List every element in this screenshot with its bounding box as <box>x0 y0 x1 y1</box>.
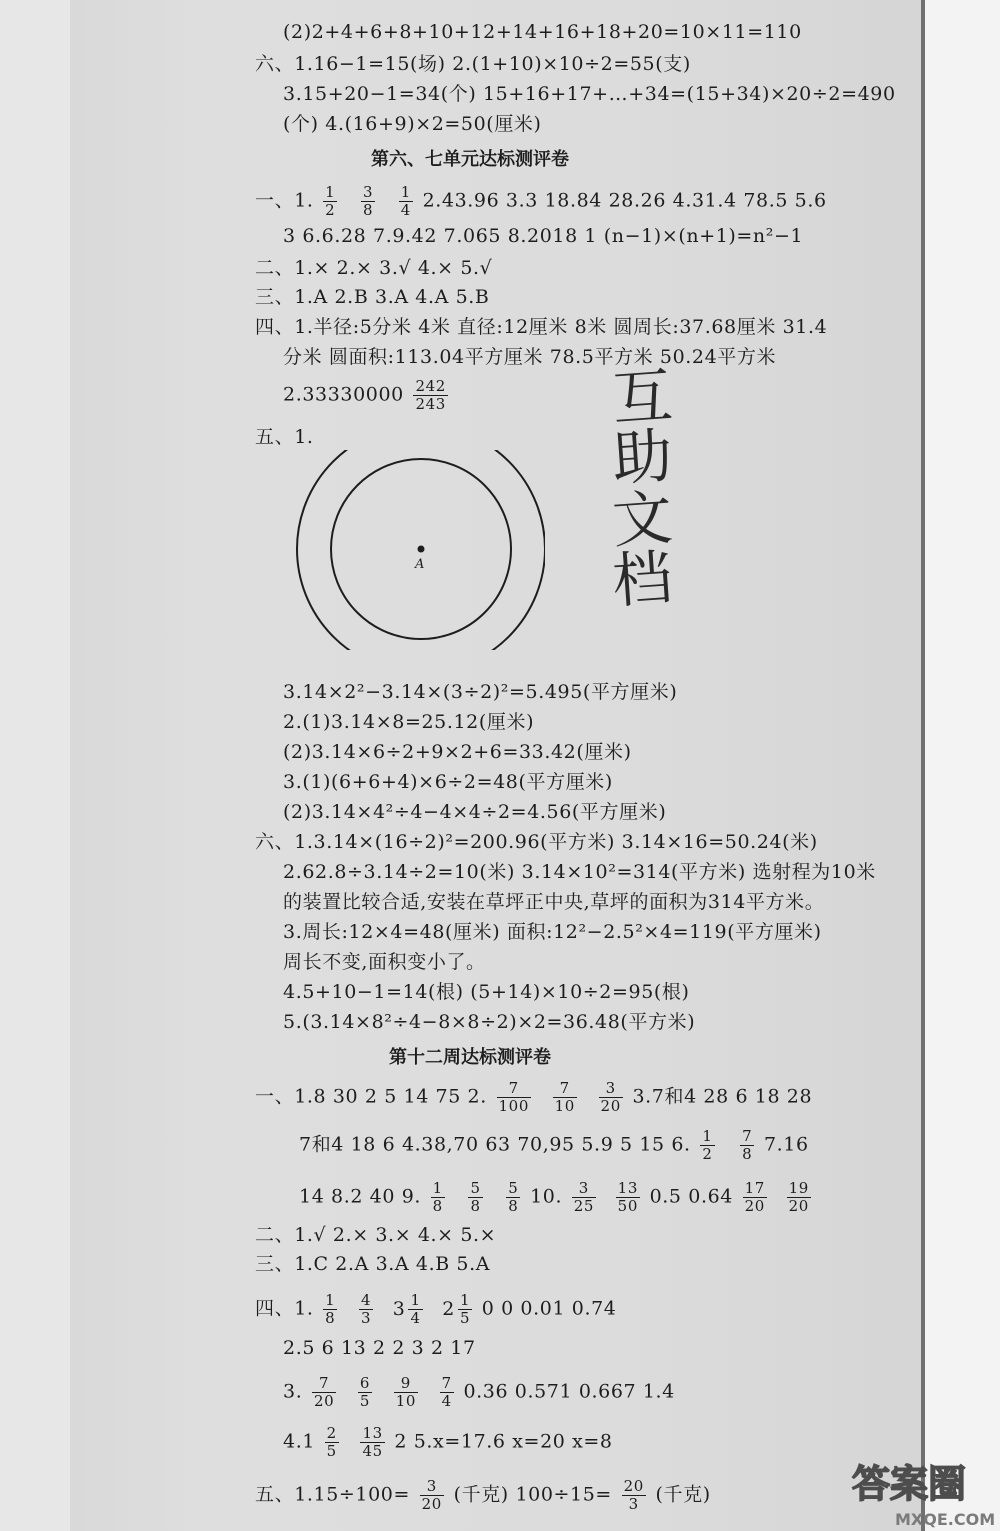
answer-line: 4.5+10−1=14(根) (5+14)×10÷2=95(根) <box>283 981 690 1003</box>
answer-line: 14 8.2 40 9. $\frac{1}{8}$ $\frac{5}{8}$ $\frac{5}{8}$ 10. $\frac{3}{25}$ $\frac{13}{50}$ 0.5 0.64 $\frac{17}{20}$ $\frac{19}{20}$ <box>299 1179 809 1215</box>
fraction: $\frac{20}{3}$ <box>623 1477 644 1513</box>
answer-line: 五、1. <box>255 426 314 448</box>
answer-line: 3. $\frac{7}{20}$ $\frac{6}{5}$ $\frac{9}{10}$ $\frac{7}{4}$ 0.36 0.571 0.667 1.4 <box>283 1374 675 1410</box>
answer-line: 5.(3.14×8²÷4−8×8÷2)×2=36.48(平方米) <box>283 1011 696 1033</box>
fraction: $\frac{1}{2}$ <box>702 1127 713 1163</box>
watermark-text: 答案圈 <box>852 1462 967 1506</box>
handwriting-char: 互 <box>609 360 675 435</box>
center-label: A <box>415 557 425 572</box>
answer-line: 二、1.× 2.× 3.√ 4.× 5.√ <box>255 257 493 279</box>
answer-text: 2.33330000 <box>283 383 404 406</box>
answer-line: 分米 圆面积:113.04平方厘米 78.5平方米 50.24平方米 <box>283 346 777 368</box>
answer-line: 三、1.A 2.B 3.A 4.A 5.B <box>255 286 490 308</box>
answer-line: 2.62.8÷3.14÷2=10(米) 3.14×10²=314(平方米) 选射程为10米 <box>283 861 876 883</box>
fraction: $\frac{1}{8}$ <box>325 1291 336 1327</box>
answer-line: 周长不变,面积变小了。 <box>283 951 486 973</box>
fraction: $\frac{6}{5}$ <box>359 1374 371 1410</box>
fraction: $\frac{1}{8}$ <box>432 1179 443 1215</box>
fraction: $\frac{5}{8}$ <box>508 1179 519 1215</box>
fraction: $\frac{13}{45}$ <box>362 1424 383 1460</box>
fraction: $\frac{19}{20}$ <box>788 1179 809 1215</box>
fraction: $\frac{3}{20}$ <box>421 1477 442 1513</box>
fraction: $\frac{3}{8}$ <box>362 183 374 219</box>
answer-line: 2.(1)3.14×8=25.12(厘米) <box>283 711 535 733</box>
fraction: $\frac{9}{10}$ <box>395 1374 416 1410</box>
handwriting-char: 文 <box>609 482 675 557</box>
answer-line: 三、1.C 2.A 3.A 4.B 5.A <box>255 1253 491 1275</box>
answer-line: 7和4 18 6 4.38,70 63 70,95 5.9 5 15 6. $\frac{1}{2}$ $\frac{7}{8}$ 7.16 <box>299 1127 809 1163</box>
answer-line: 六、1.16−1=15(场) 2.(1+10)×10÷2=55(支) <box>255 53 691 75</box>
answer-line: (2)3.14×4²÷4−4×4÷2=4.56(平方厘米) <box>283 801 667 823</box>
answer-line: 3 6.6.28 7.9.42 7.065 8.2018 1 (n−1)×(n+1)=n²−1 <box>283 225 804 247</box>
center-point <box>418 546 425 553</box>
fraction: $\frac{1}{5}$ <box>459 1291 471 1327</box>
section-title: 第六、七单元达标测评卷 <box>371 149 569 170</box>
watermark-logo <box>850 1455 980 1510</box>
fraction: $\frac{3}{25}$ <box>573 1179 595 1215</box>
fraction: $\frac{1}{2}$ <box>325 183 336 219</box>
handwriting-char: 助 <box>609 420 675 495</box>
fraction: $\frac{7}{4}$ <box>441 1374 452 1410</box>
answer-line: 四、1.半径:5分米 4米 直径:12厘米 8米 圆周长:37.68厘米 31.4 <box>255 316 828 338</box>
answer-line: 2.5 6 13 2 2 3 2 17 <box>283 1337 476 1359</box>
watermark-site: MXQE.COM <box>895 1510 996 1529</box>
fraction: $\frac{1}{4}$ <box>400 183 411 219</box>
fraction: $\frac{7}{20}$ <box>313 1374 335 1410</box>
answer-line: 四、1. $\frac{1}{8}$ $\frac{4}{3}$ 3 $\frac{1}{4}$ 2 $\frac{1}{5}$ 0 0 0.01 0.74 <box>255 1291 617 1327</box>
answer-line: 4.1 $\frac{2}{5}$ $\frac{13}{45}$ 2 5.x=17.6 x=20 x=8 <box>283 1424 613 1460</box>
fraction: $\frac{1}{4}$ <box>410 1291 421 1327</box>
fraction: $\frac{3}{20}$ <box>600 1079 621 1115</box>
fraction: $\frac{17}{20}$ <box>744 1179 765 1215</box>
fraction: $\frac{7}{8}$ <box>742 1127 753 1163</box>
fraction: $\frac{4}{3}$ <box>360 1291 372 1327</box>
answer-line: 3.周长:12×4=48(厘米) 面积:12²−2.5²×4=119(平方厘米) <box>283 921 822 943</box>
answer-text: 2.43.96 3.3 18.84 28.26 4.31.4 78.5 5.6 <box>422 189 827 212</box>
answer-line: 一、1.8 30 2 5 14 75 2. $\frac{7}{100}$ $\frac{7}{10}$ $\frac{3}{20}$ 3.7和4 28 6 18 28 <box>255 1079 813 1115</box>
answer-line <box>283 378 451 413</box>
section-title: 第十二周达标测评卷 <box>389 1047 551 1068</box>
fraction: $\frac{5}{8}$ <box>470 1179 481 1215</box>
answer-line: 的装置比较合适,安装在草坪正中央,草坪的面积为314平方米。 <box>283 891 825 913</box>
answer-line: 3.(1)(6+6+4)×6÷2=48(平方厘米) <box>283 771 613 793</box>
fraction: $\frac{7}{100}$ <box>498 1079 529 1115</box>
answer-line: (2)2+4+6+8+10+12+14+16+18+20=10×11=110 <box>283 21 802 43</box>
fraction: $\frac{2}{5}$ <box>326 1424 337 1460</box>
page-edge <box>925 0 1000 1531</box>
fraction: $\frac{13}{50}$ <box>617 1179 638 1215</box>
answer-line: (2)3.14×6÷2+9×2+6=33.42(厘米) <box>283 741 632 763</box>
handwriting-char: 档 <box>609 542 675 617</box>
answer-line: 3.15+20−1=34(个) 15+16+17+…+34=(15+34)×20÷2=490 <box>283 83 896 105</box>
fraction: $\frac{242}{243}$ <box>415 377 446 413</box>
fraction: $\frac{7}{10}$ <box>554 1079 575 1115</box>
item-number: 一、1. <box>255 189 314 212</box>
answer-line <box>255 184 827 219</box>
answer-line: (个) 4.(16+9)×2=50(厘米) <box>283 113 542 135</box>
concentric-circles-figure <box>295 450 545 650</box>
answer-line: 3.14×2²−3.14×(3÷2)²=5.495(平方厘米) <box>283 681 678 703</box>
answer-line: 二、1.√ 2.× 3.× 4.× 5.× <box>255 1224 497 1246</box>
page-margin <box>0 0 70 1531</box>
answer-line: 六、1.3.14×(16÷2)²=200.96(平方米) 3.14×16=50.24(米) <box>255 831 818 853</box>
answer-line: 五、1.15÷100= $\frac{3}{20}$ (千克) 100÷15= $\frac{20}{3}$ (千克) <box>255 1477 711 1513</box>
